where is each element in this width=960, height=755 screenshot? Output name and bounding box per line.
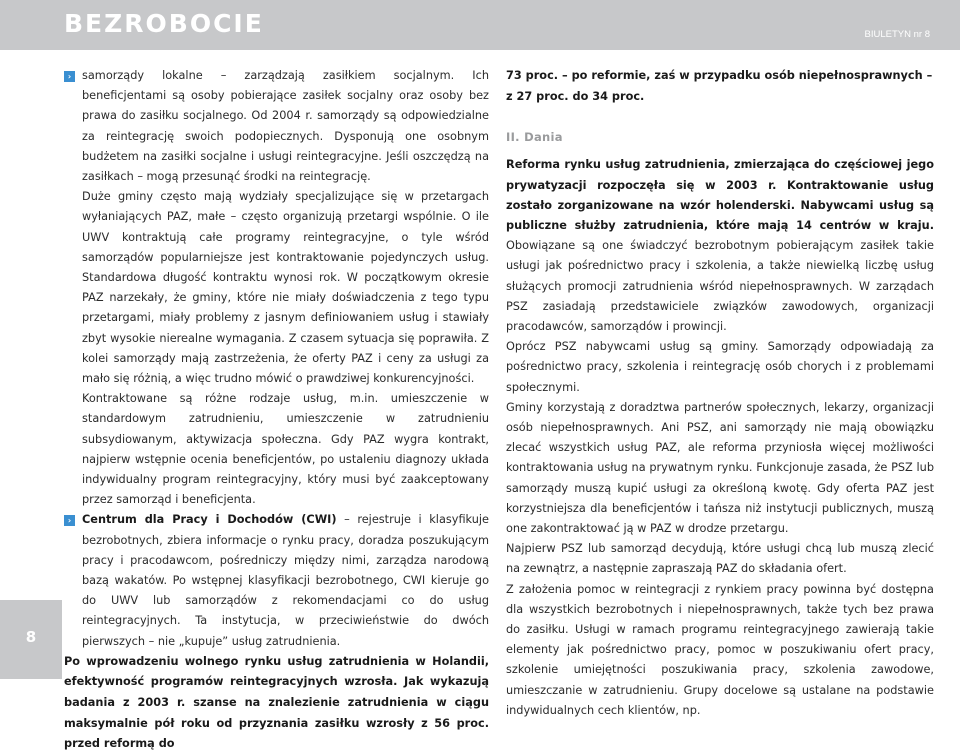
summary-paragraph: Po wprowadzeniu wolnego rynku usług zatrudnienia w Holandii, efektywność programów reintegracyjnych wzrosła. Jak wykazują badania z 2003 r. szanse na znalezienie zatrudnienia w ciągu maksymalnie pół roku od przyznania zasiłku wzrosły z 56 proc. przed reformą do — [64, 654, 489, 751]
paragraph-reforma — [506, 155, 934, 337]
right-column — [506, 66, 934, 721]
paragraph-pomoc: Z założenia pomoc w reintegracji z rynkiem pracy powinna być dostępna dla wszystkich bezrobotnych i niepełnosprawnych, także tych bez prawa do zasiłku. Usługi w ramach programu reintegracyjnego zawierają takie elementy jak pośrednictwo pracy, pomoc w poszukiwaniu ofert pracy, szkolenie umiejętności poszukiwania pracy, szkolenia zawodowe, umieszczanie w zatrudnieniu. Grupy docelowe są ustalane na podstawie indywidualnych cech klientów, np. — [506, 582, 934, 717]
header-bar — [0, 0, 960, 50]
paragraph-uslugi: Kontraktowane są różne rodzaje usług, m.in. umieszczenie w standardowym zatrudnieniu, umieszczenie w zatrudnieniu subsydiowanym, aktywizacja społeczna. Gdy PAZ wygra kontrakt, najpierw wstępnie ocenia beneficjentów, po ustaleniu diagnozy układa indywidualny program reintegracyjny, który musi być zaakceptowany przez samorząd i beneficjenta. — [82, 392, 489, 507]
bullet-lead: samorządy lokalne — [82, 69, 203, 82]
bullet-text: – zarządzają zasiłkiem socjalnym. Ich beneficjentami są osoby pobierające zasiłek socjalny oraz osoby bez prawa do zasiłku socjalnego. Od 2004 r. samorządy są odpowiedzialne za reintegrację swoich podopiecznych. Dysponują one osobnym budżetem na zasiłki socjalne i usługi reintegracyjne. Jeśli oszczędzą na zasiłkach – mogą przesunąć środki na reintegrację. — [82, 69, 489, 184]
paragraph-doradztwo: Gminy korzystają z doradztwa partnerów społecznych, lekarzy, organizacji osób niepełnosprawnych. Ani PSZ, ani samorządy nie mają obowiązku zlecać wszystkich usług PAZ, ale reforma przyniosła więcej możliwości kontraktowania usług na prywatnym rynku. Funkcjonuje zasada, że PSZ lub samorządy muszą kupić usługi za określoną kwotę. Gdy oferta PAZ jest korzystniejsza dla beneficjentów i tańsza niż instytucji publicznych, muszą one zakontraktować ją w PAZ w drodze przetargu. — [506, 400, 934, 536]
section-heading-dania: II. Dania — [506, 130, 563, 145]
page-number-tab — [0, 600, 62, 679]
page-number: 8 — [25, 628, 37, 646]
arrow-right-icon: › — [64, 515, 75, 526]
bullet-samorzady — [64, 66, 489, 187]
bullet-text: – rejestruje i klasyfikuje bezrobotnych, zbiera informacje o rynku pracy, doradza poszukującym pracy i pracodawcom, pośredniczy między nimi, zarządza narodową bazą wakatów. Po wstępnej klasyfikacji bezrobotnego, CWI kieruje go do UWV lub samorządów z rekomendacjami co do usług reintegracyjnych. Ta instytucja, w przeciwieństwie do dwóch pierwszych – nie „kupuje” usług zatrudnienia. — [82, 513, 489, 648]
left-column — [64, 66, 489, 755]
paragraph-przetargi: Duże gminy często mają wydziały specjalizujące się w przetargach wyłaniających PAZ, małe – często organizują przetargi wspólnie. O ile UWV kontraktują całe programy reintegracyjne, o tyle wśród samorządów popularniejsze jest kontraktowanie pojedynczych usług. Standardowa długość kontraktu wynosi rok. W początkowym okresie PAZ narzekały, że gminy, które nie miały doświadczenia z tego typu przetargami, miały problemy z jasnym definiowaniem usług i stawiały zbyt wysokie nierealne wymagania. Z czasem sytuacja się poprawiła. Z kolei samorządy mają zastrzeżenia, że oferty PAZ i ceny za usługi za mało się różnią, a więc trudno mówić o prawdziwej konkurencyjności. — [82, 190, 489, 386]
paragraph-zlecanie: Najpierw PSZ lub samorząd decydują, które usługi chcą lub muszą zlecić na zewnątrz, a następnie zapraszają PAZ do składania ofert. — [506, 542, 934, 576]
arrow-right-icon: › — [64, 71, 75, 82]
paragraph-reforma-text: Obowiązane są one świadczyć bezrobotnym pobierającym zasiłek takie usługi jak pośrednictwo pracy i szkolenia, a także niewielką liczbę usług służących promocji zatrudnienia wśród niepełnosprawnych. W zarządach PSZ zasiadają przedstawiciele związków zawodowych, organizacji pracodawców, samorządów i prowincji. — [506, 239, 934, 334]
bulletin-issue-label: BIULETYN nr 8 — [864, 29, 930, 40]
paragraph-reforma-bold: Reforma rynku usług zatrudnienia, zmierzająca do częściowej jego prywatyzacji rozpoczęła się w 2003 r. Kontraktowanie usług zostało zorganizowane na wzór holenderski. Nabywcami usług są publiczne służby zatrudnienia, które mają 14 centrów w kraju. — [506, 158, 934, 232]
bullet-lead: Centrum dla Pracy i Dochodów (CWI) — [82, 513, 337, 527]
paragraph-gminy-nabywcy: Oprócz PSZ nabywcami usług są gminy. Samorządy odpowiadają za pośrednictwo pracy, szkolenia i reintegrację osób chorych i z problemami społecznymi. — [506, 340, 934, 394]
summary-paragraph-continued: 73 proc. – po reformie, zaś w przypadku osób niepełnosprawnych – z 27 proc. do 34 proc. — [506, 69, 933, 103]
bullet-cwi — [64, 510, 489, 651]
page-header-title: BEZROBOCIE — [64, 9, 264, 38]
